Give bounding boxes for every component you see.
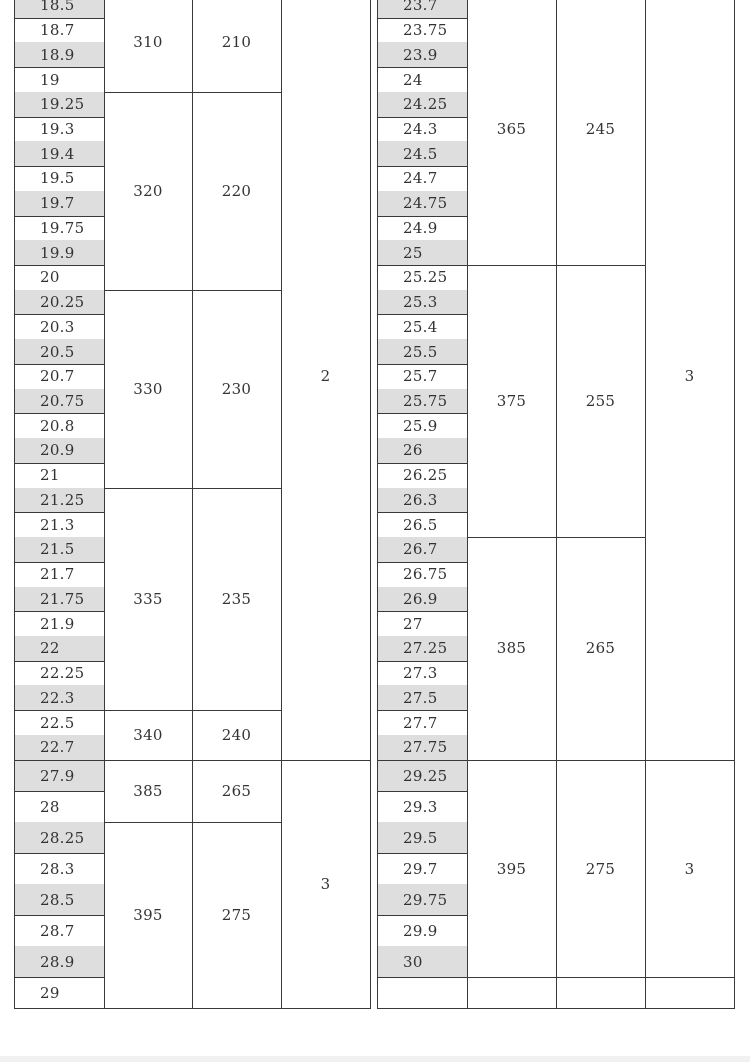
group-value-a: 385 [133, 782, 163, 800]
size-cell: 20.5 [14, 339, 104, 364]
size-cell: 29.5 [377, 822, 467, 853]
group-value-a: 330 [133, 379, 163, 398]
column-border [14, 760, 15, 1009]
group-value-a: 395 [133, 906, 163, 924]
size-cell: 24 [403, 70, 423, 89]
group-value-a: 320 [133, 181, 163, 200]
group-value-b: 265 [585, 639, 616, 658]
size-cell: 26.5 [403, 515, 438, 534]
size-cell: 22.3 [14, 685, 104, 710]
group-value-a: 335 [133, 589, 163, 608]
group-value-b: 255 [585, 392, 616, 411]
size-cell: 24.5 [377, 141, 467, 166]
size-cell: 24.9 [403, 218, 438, 237]
size-cell: 26.25 [403, 466, 448, 485]
group-value-a: 385 [496, 639, 527, 658]
size-cell: 20.8 [40, 416, 75, 435]
size-cell: 27 [403, 614, 423, 633]
size-cell: 22.5 [40, 713, 75, 732]
size-cell: 26.3 [377, 488, 467, 513]
column-border [104, 0, 105, 761]
group-value-a: 375 [496, 392, 527, 411]
size-cell: 27.3 [403, 664, 438, 683]
column-border [370, 0, 371, 761]
column-border [370, 760, 371, 1009]
column-border [645, 0, 646, 761]
size-cell: 24.25 [377, 92, 467, 117]
size-cell: 19.3 [40, 120, 75, 138]
column-border [192, 0, 193, 761]
size-cell: 28.9 [14, 946, 104, 977]
group-value-b: 220 [221, 181, 252, 200]
group-value-a: 310 [133, 33, 163, 52]
row-divider [377, 1008, 467, 1009]
size-cell: 24.7 [403, 169, 438, 188]
column-border [377, 0, 378, 761]
column-border [467, 0, 468, 761]
size-cell: 21.7 [40, 565, 75, 584]
size-cell: 20.3 [40, 317, 75, 336]
column-border [645, 760, 646, 1009]
size-cell: 27.75 [377, 735, 467, 760]
size-cell: 25.3 [377, 290, 467, 315]
size-cell: 27.25 [377, 636, 467, 661]
group-value-b: 265 [221, 782, 252, 800]
size-cell: 27.5 [377, 685, 467, 710]
size-cell: 23.7 [377, 0, 467, 18]
size-cell: 29.7 [403, 859, 438, 878]
size-cell: 21.75 [14, 587, 104, 612]
size-cell: 21 [40, 466, 60, 485]
size-cell: 26 [377, 438, 467, 463]
size-cell: 29.25 [377, 760, 467, 791]
size-cell: 28 [40, 797, 60, 816]
group-value-c: 3 [320, 875, 331, 893]
size-cell: 18.9 [14, 42, 104, 67]
column-border [734, 0, 735, 761]
group-value-c: 2 [320, 367, 331, 386]
size-cell: 19.7 [14, 191, 104, 216]
column-border [467, 760, 468, 1009]
column-border [734, 760, 735, 1009]
size-cell: 26.7 [377, 537, 467, 562]
size-cell: 20 [40, 268, 60, 287]
size-cell: 18.7 [40, 21, 75, 40]
size-cell: 28.7 [40, 921, 75, 940]
size-cell: 29.75 [377, 884, 467, 915]
size-cell: 22.7 [14, 735, 104, 760]
column-border [281, 760, 282, 1009]
group-value-a: 365 [496, 120, 527, 138]
group-value-a: 395 [496, 859, 527, 878]
group-value-b: 245 [585, 120, 616, 138]
size-cell: 25.75 [377, 389, 467, 414]
group-value-a [467, 977, 556, 1008]
size-cell: 27.9 [14, 760, 104, 791]
column-border [192, 760, 193, 1009]
size-cell: 28.25 [14, 822, 104, 853]
size-cell: 21.9 [40, 614, 75, 633]
group-value-c: 3 [684, 859, 695, 878]
size-cell: 25.4 [403, 317, 438, 336]
size-cell: 28.3 [40, 859, 75, 878]
size-cell: 21.25 [14, 488, 104, 513]
column-border [377, 760, 378, 1009]
size-cell [377, 977, 467, 1008]
size-cell: 20.75 [14, 389, 104, 414]
group-value-b: 240 [221, 725, 252, 744]
size-cell: 19.4 [14, 141, 104, 166]
size-cell: 22 [14, 636, 104, 661]
size-cell: 29 [40, 983, 60, 1002]
size-cell: 30 [377, 946, 467, 977]
size-cell: 19.75 [40, 218, 85, 237]
size-cell: 24.3 [403, 120, 438, 138]
group-value-b [556, 977, 645, 1008]
size-cell: 25 [377, 240, 467, 265]
size-cell: 18.5 [14, 0, 104, 18]
group-divider [281, 1008, 370, 1009]
table-top-border [14, 760, 371, 761]
size-cell: 20.25 [14, 290, 104, 315]
column-border [556, 0, 557, 761]
group-value-b: 275 [221, 906, 252, 924]
group-divider [645, 1008, 734, 1009]
size-cell: 24.75 [377, 191, 467, 216]
size-cell: 25.25 [403, 268, 448, 287]
size-cell: 21.3 [40, 515, 75, 534]
size-cell: 23.75 [403, 21, 448, 40]
page-bottom-strip [0, 1056, 750, 1062]
size-cell: 26.9 [377, 587, 467, 612]
column-border [104, 760, 105, 1009]
size-cell: 19.5 [40, 169, 75, 188]
size-cell: 29.9 [403, 921, 438, 940]
row-divider [14, 1008, 104, 1009]
size-cell: 21.5 [14, 537, 104, 562]
size-cell: 26.75 [403, 565, 448, 584]
size-cell: 25.7 [403, 367, 438, 386]
group-value-c: 3 [684, 367, 695, 386]
size-cell: 19.25 [14, 92, 104, 117]
column-border [14, 0, 15, 761]
size-cell: 28.5 [14, 884, 104, 915]
size-cell: 27.7 [403, 713, 438, 732]
group-value-b: 230 [221, 379, 252, 398]
group-value-a: 340 [133, 725, 163, 744]
size-cell: 19 [40, 70, 60, 89]
size-cell: 29.3 [403, 797, 438, 816]
group-value-c [645, 977, 734, 1008]
size-cell: 25.5 [377, 339, 467, 364]
size-cell: 23.9 [377, 42, 467, 67]
group-value-b: 210 [221, 33, 252, 52]
size-cell: 20.9 [14, 438, 104, 463]
size-cell: 22.25 [40, 664, 85, 683]
size-cell: 19.9 [14, 240, 104, 265]
table-top-border [377, 760, 735, 761]
group-value-b: 235 [221, 589, 252, 608]
group-value-b: 275 [585, 859, 616, 878]
column-border [281, 0, 282, 761]
size-cell: 20.7 [40, 367, 75, 386]
size-cell: 25.9 [403, 416, 438, 435]
column-border [556, 760, 557, 1009]
